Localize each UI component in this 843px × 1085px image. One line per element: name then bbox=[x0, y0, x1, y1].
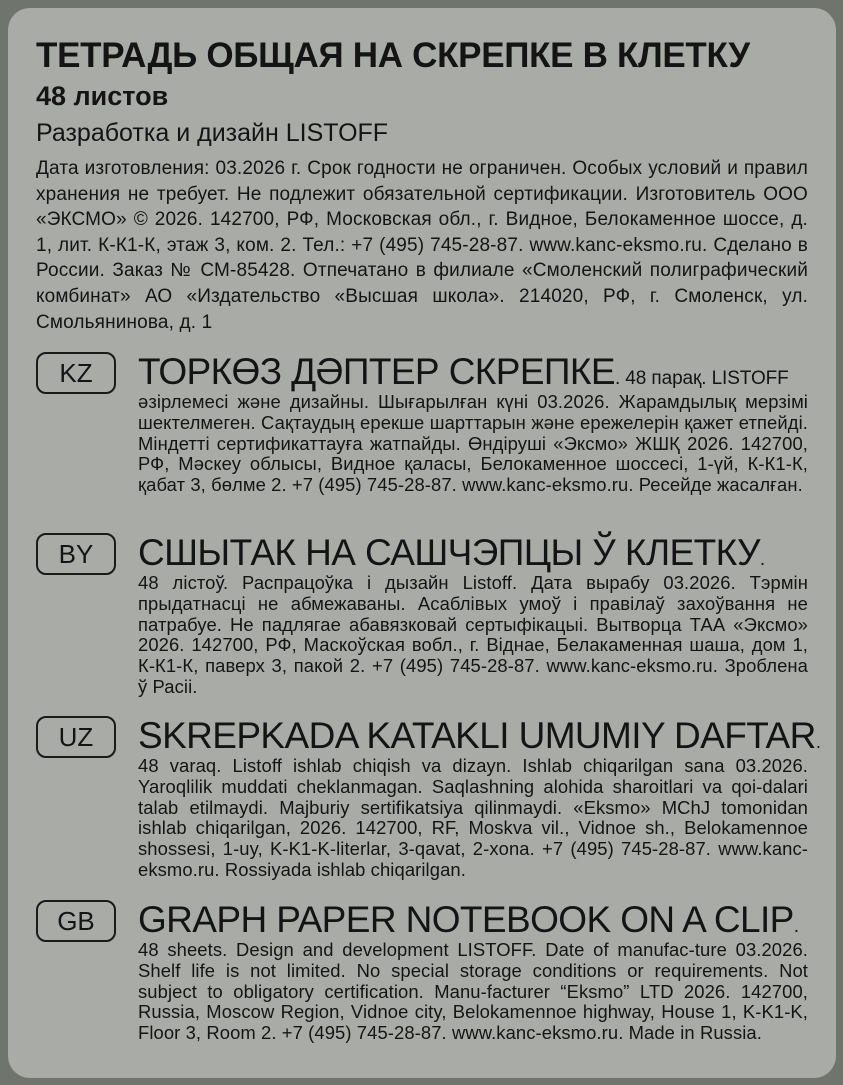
section-by-text: 48 лістоў. Распрацоўка і дызайн Listoff. Дата вырабу 03.2026. Тэрмін прыдатнасці не абмежаваны. Асаблівых умоў і правілаў захоўвання не патрабуе. Не падлягае абавязковай сертыфікацыі. Вытворца ТАА «Эксмо» 2026. 142700, РФ, Маскоўская вобл., г. Віднае, Белакаменная шаша, дом 1, К-К1-К, паверх 3, пакой 2. +7 (495) 745-28-87. www.kanc-eksmo.ru. Зроблена ў Расіі. bbox=[138, 572, 808, 697]
section-uz-title: SKREPKADA KATAKLI UMUMIY DAFTAR bbox=[138, 715, 816, 756]
section-gb-heading bbox=[138, 900, 808, 940]
language-badge-kz: KZ bbox=[36, 352, 116, 394]
section-uz-text: 48 varaq. Listoff ishlab chiqish va dizayn. Ishlab chiqarilgan sana 03.2026. Yaroqlilik muddati cheklanmagan. Saqlashning alohida sharoitlari va qoi-dalari talab etilmaydi. Majburiy sertifikatsiya qilinmaydi. «Eksmo» MChJ tomonidan ishlab chiqarilgan, 2026. 142700, RF, Moskva vil., Vidnoe sh., Belokamennoe shossesi, 1-uy, K-K1-K-literlar, 3-qavat, 2-xona. +7 (495) 745-28-87. www.kanc-eksmo.ru. Rossiyada ishlab chiqarilgan. bbox=[138, 755, 808, 880]
section-by-content bbox=[138, 533, 808, 698]
section-kz-title: ТОРКӨЗ ДӘПТЕР СКРЕПКЕ bbox=[138, 351, 615, 392]
section-uz-content bbox=[138, 715, 821, 881]
section-uz-title-tail: . bbox=[815, 732, 821, 753]
section-kz-content bbox=[138, 352, 808, 496]
section-kz-heading bbox=[138, 352, 808, 392]
section-kz-title-tail: . 48 парақ. LISTOFF bbox=[614, 368, 789, 389]
section-gb-title: GRAPH PAPER NOTEBOOK ON A CLIP bbox=[138, 899, 794, 940]
product-label bbox=[8, 8, 836, 1078]
manufacturer-details-ru: Дата изготовления: 03.2026 г. Срок годности не ограничен. Особых условий и правил хранения не требует. Не подлежит обязательной сертификации. Изготовитель ООО «ЭКСМО» © 2026. 142700, РФ, Московская обл., г. Видное, Белокаменное шоссе, д. 1, лит. К-К1-К, этаж 3, ком. 2. Тел.: +7 (495) 745-28-87. www.kanc-eksmo.ru. Сделано в России. Заказ № СМ-85428. Отпечатано в филиале «Смоленский полиграфический комбинат» АО «Издательство «Высшая школа». 214020, РФ, г. Смоленск, ул. Смольянинова, д. 1 bbox=[36, 158, 808, 333]
section-gb-text: 48 sheets. Design and development LISTOFF. Date of manufac-ture 03.2026. Shelf life is not limited. No special storage conditions or requirements. Not subject to obligatory certification. Manu-facturer “Eksmo” LTD 2026. 142700, Russia, Moscow Region, Vidnoe city, Belokamennoe highway, House 1, K-K1-K, Floor 3, Room 2. +7 (495) 745-28-87. www.kanc-eksmo.ru. Made in Russia. bbox=[138, 939, 808, 1044]
language-badge-uz: UZ bbox=[36, 716, 116, 758]
developer-line: Разработка и дизайн LISTOFF bbox=[36, 119, 389, 147]
language-badge-gb: GB bbox=[36, 900, 116, 942]
section-gb-title-tail: . bbox=[793, 916, 799, 937]
language-badge-by: BY bbox=[36, 533, 116, 575]
section-by-title: СШЫТАК НА САШЧЭПЦЫ Ў КЛЕТКУ bbox=[138, 532, 760, 573]
section-by-heading bbox=[138, 533, 808, 573]
product-title: ТЕТРАДЬ ОБЩАЯ НА СКРЕПКЕ В КЛЕТКУ bbox=[36, 36, 750, 75]
section-gb-content bbox=[138, 900, 808, 1044]
section-by-title-tail: . bbox=[759, 549, 766, 570]
section-kz-text: әзірлемесі және дизайны. Шығарылған күні 03.2026. Жарамдылық мерзімі шектелмеген. Сақтаудың ерекше шарттарын және ережелерін қажет етпейді. Міндетті сертификаттауға жатпайды. Өндіруші «Эксмо» ЖШҚ 2026. 142700, РФ, Мәскеу облысы, Видное қаласы, Белокаменное шоссесі, 1-үй, К-К1-К, қабат 3, бөлме 2. +7 (495) 745-28-87. www.kanc-eksmo.ru. Ресейде жасалған. bbox=[138, 391, 808, 496]
sheet-count: 48 листов bbox=[36, 81, 169, 111]
section-uz-heading bbox=[138, 715, 821, 756]
